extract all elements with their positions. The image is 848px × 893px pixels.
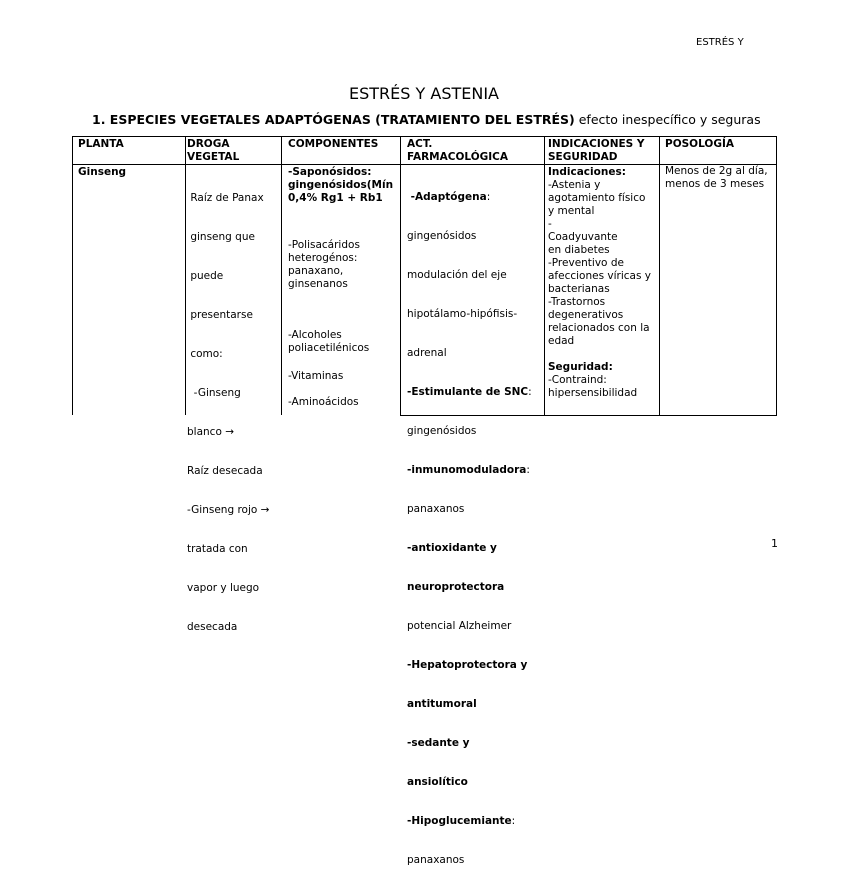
act-line: hipotálamo-hipófisis- — [407, 308, 518, 320]
droga-line: como: — [187, 348, 223, 360]
droga-line: tratada con — [187, 543, 248, 555]
droga-line: blanco → — [187, 426, 235, 438]
cell-indicaciones — [548, 166, 651, 400]
droga-line: desecada — [187, 621, 238, 633]
col-border-3 — [400, 136, 401, 415]
comp-poli-2: heterogénos: — [288, 252, 358, 264]
cell-planta: Ginseng — [78, 166, 127, 178]
droga-line: presentarse — [187, 309, 253, 321]
header-droga-vegetal — [187, 138, 239, 164]
comp-alc-2: poliacetilénicos — [288, 342, 370, 354]
droga-line: ginseng que — [187, 231, 255, 243]
header-act-farmacologica — [407, 138, 508, 164]
header-ind-line2: SEGURIDAD — [548, 151, 618, 163]
droga-line: -Ginseng — [187, 387, 241, 399]
act-line: gingenósidos — [407, 230, 477, 242]
running-header: ESTRÉS Y — [696, 37, 744, 48]
act-line: adrenal — [407, 347, 447, 359]
ind-line: en diabetes — [548, 244, 610, 256]
section-heading-bold: 1. ESPECIES VEGETALES ADAPTÓGENAS (TRATAMIENTO DEL ESTRÉS) — [92, 112, 575, 127]
ind-line: agotamiento físico — [548, 192, 646, 204]
act-line — [407, 815, 532, 828]
act-bold: -inmunomoduladora — [407, 464, 527, 476]
ind-line: edad — [548, 335, 575, 347]
act-line: panaxanos — [407, 503, 465, 515]
ind-line: afecciones víricas y — [548, 270, 651, 282]
act-text: : — [486, 191, 491, 203]
comp-poli-1: -Polisacáridos — [288, 239, 360, 251]
col-border-0 — [72, 136, 73, 415]
section-heading — [92, 112, 761, 127]
ind-line: - — [548, 218, 552, 230]
col-border-1 — [185, 136, 186, 415]
act-line: panaxanos — [407, 854, 465, 866]
col-border-2 — [281, 136, 282, 415]
header-planta: PLANTA — [78, 138, 124, 150]
act-line: -sedante y — [407, 737, 470, 749]
ind-heading: Indicaciones: — [548, 166, 626, 178]
ind-line: y mental — [548, 205, 595, 217]
act-bold: -Adaptógena — [407, 191, 487, 203]
ind-line: bacterianas — [548, 283, 610, 295]
act-line: -Hepatoprotectora y — [407, 659, 528, 671]
pos-line: Menos de 2g al día, — [665, 165, 768, 177]
act-line: gingenósidos — [407, 425, 477, 437]
droga-line: Raíz desecada — [187, 465, 263, 477]
col-border-6 — [776, 136, 777, 415]
act-bold: -Hipoglucemiante — [407, 815, 512, 827]
section-heading-normal: efecto inespecífico y seguras — [574, 112, 761, 127]
header-posologia: POSOLOGÍA — [665, 138, 735, 150]
droga-line: vapor y luego — [187, 582, 260, 594]
act-line: potencial Alzheimer — [407, 620, 512, 632]
ind-line: degenerativos — [548, 309, 624, 321]
comp-vitaminas: -Vitaminas — [288, 370, 344, 382]
header-ind-line1: INDICACIONES Y — [548, 138, 645, 150]
cell-componentes — [288, 166, 393, 205]
table-top-border — [72, 136, 777, 137]
ind-spacer — [548, 348, 651, 361]
act-line: -antioxidante y — [407, 542, 497, 554]
act-line: ansiolítico — [407, 776, 468, 788]
act-text: : — [511, 815, 516, 827]
seguridad-heading: Seguridad: — [548, 361, 613, 373]
ind-line: -Astenia y — [548, 179, 601, 191]
droga-line: Raíz de Panax — [187, 192, 264, 204]
header-droga-line1: DROGA — [187, 138, 230, 150]
act-bold: -Estimulante de SNC — [407, 386, 529, 398]
act-line — [407, 386, 532, 399]
comp-saponosidos-2: gingenósidos(Mín — [288, 179, 394, 191]
act-line: neuroprotectora — [407, 581, 505, 593]
comp-aminoacidos: -Aminoácidos — [288, 396, 359, 408]
act-text: : — [526, 464, 530, 476]
comp-poli-3: panaxano, — [288, 265, 344, 277]
header-componentes: COMPONENTES — [288, 138, 379, 150]
act-line — [407, 464, 532, 477]
ind-line: relacionados con la — [548, 322, 650, 334]
cell-componentes-alcoholes — [288, 329, 369, 355]
comp-poli-4: ginsenanos — [288, 278, 348, 290]
seg-line: -Contraind: — [548, 374, 607, 386]
cell-posologia — [665, 165, 768, 191]
cell-componentes-polisacaridos — [288, 239, 360, 291]
page-title: ESTRÉS Y ASTENIA — [349, 84, 499, 103]
comp-saponosidos: -Saponósidos: — [288, 166, 372, 178]
seg-line: hipersensibilidad — [548, 387, 638, 399]
act-line — [407, 191, 532, 204]
droga-line: puede — [187, 270, 224, 282]
act-line: antitumoral — [407, 698, 477, 710]
comp-alc-1: -Alcoholes — [288, 329, 342, 341]
ind-line: -Preventivo de — [548, 257, 624, 269]
header-act-line2: FARMACOLÓGICA — [407, 151, 508, 163]
act-line: modulación del eje — [407, 269, 507, 281]
pos-line: menos de 3 meses — [665, 178, 765, 190]
col-border-4 — [544, 136, 545, 415]
comp-saponosidos-3: 0,4% Rg1 + Rb1 — [288, 192, 383, 204]
act-text: : — [528, 386, 532, 398]
header-droga-line2: VEGETAL — [187, 151, 240, 163]
page-number: 1 — [771, 537, 778, 550]
header-indicaciones — [548, 138, 644, 164]
ind-line: Coadyuvante — [548, 231, 618, 243]
cell-droga — [187, 166, 269, 660]
droga-line: -Ginseng rojo → — [187, 504, 270, 516]
ind-line: -Trastornos — [548, 296, 606, 308]
header-act-line1: ACT. — [407, 138, 433, 150]
col-border-5 — [659, 136, 660, 415]
cell-act-farmacologica — [407, 165, 532, 893]
